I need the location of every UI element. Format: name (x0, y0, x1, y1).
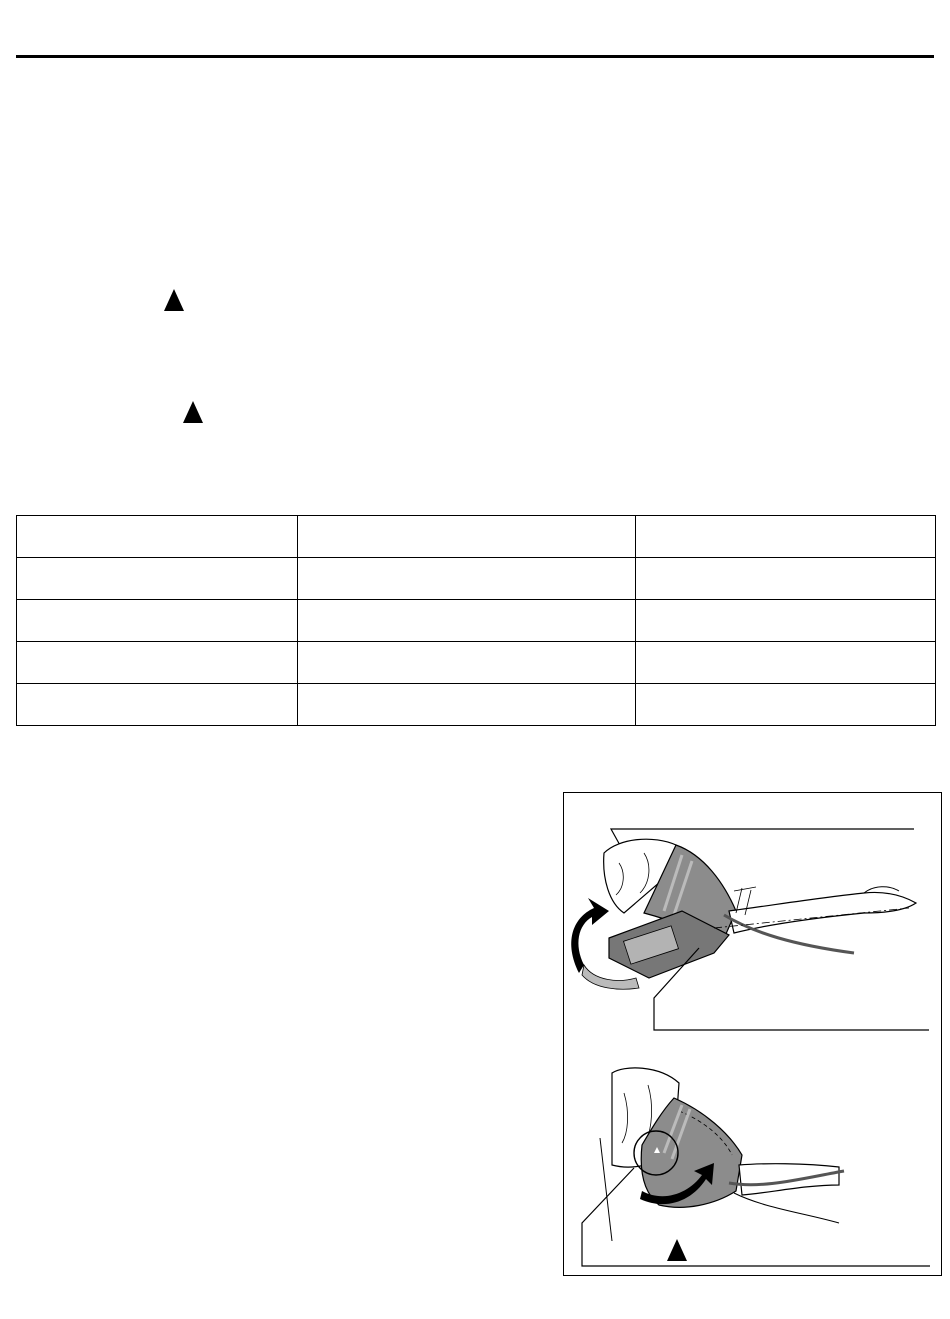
table-cell (298, 558, 636, 600)
header-rule (16, 55, 934, 58)
table-row (17, 684, 936, 726)
cuff-size-table (16, 515, 936, 726)
table-cell (17, 642, 298, 684)
table-cell (636, 684, 936, 726)
table-cell (17, 684, 298, 726)
table-cell (636, 558, 936, 600)
warning-triangle-icon (183, 401, 203, 423)
wrap-arrow-icon (571, 898, 609, 973)
arm-cuff-fastening-illustration (582, 1068, 930, 1266)
table-cell (17, 516, 298, 558)
table-cell (17, 558, 298, 600)
table-cell (636, 516, 936, 558)
warning-triangle-icon (667, 1239, 687, 1261)
forearm-2 (739, 1164, 839, 1195)
cuff-application-figure (563, 792, 942, 1276)
table-cell (298, 642, 636, 684)
table-row (17, 516, 936, 558)
table-row (17, 642, 936, 684)
forearm (729, 892, 916, 933)
arm-cuff-wrapping-illustration (571, 829, 929, 1030)
table-row (17, 600, 936, 642)
table-cell (17, 600, 298, 642)
table-cell (636, 642, 936, 684)
table-cell (298, 600, 636, 642)
table-cell (636, 600, 936, 642)
cuff-illustration-svg (564, 793, 940, 1274)
warning-triangle-icon (164, 289, 184, 311)
table-row (17, 558, 936, 600)
table-cell (298, 684, 636, 726)
table-cell (298, 516, 636, 558)
